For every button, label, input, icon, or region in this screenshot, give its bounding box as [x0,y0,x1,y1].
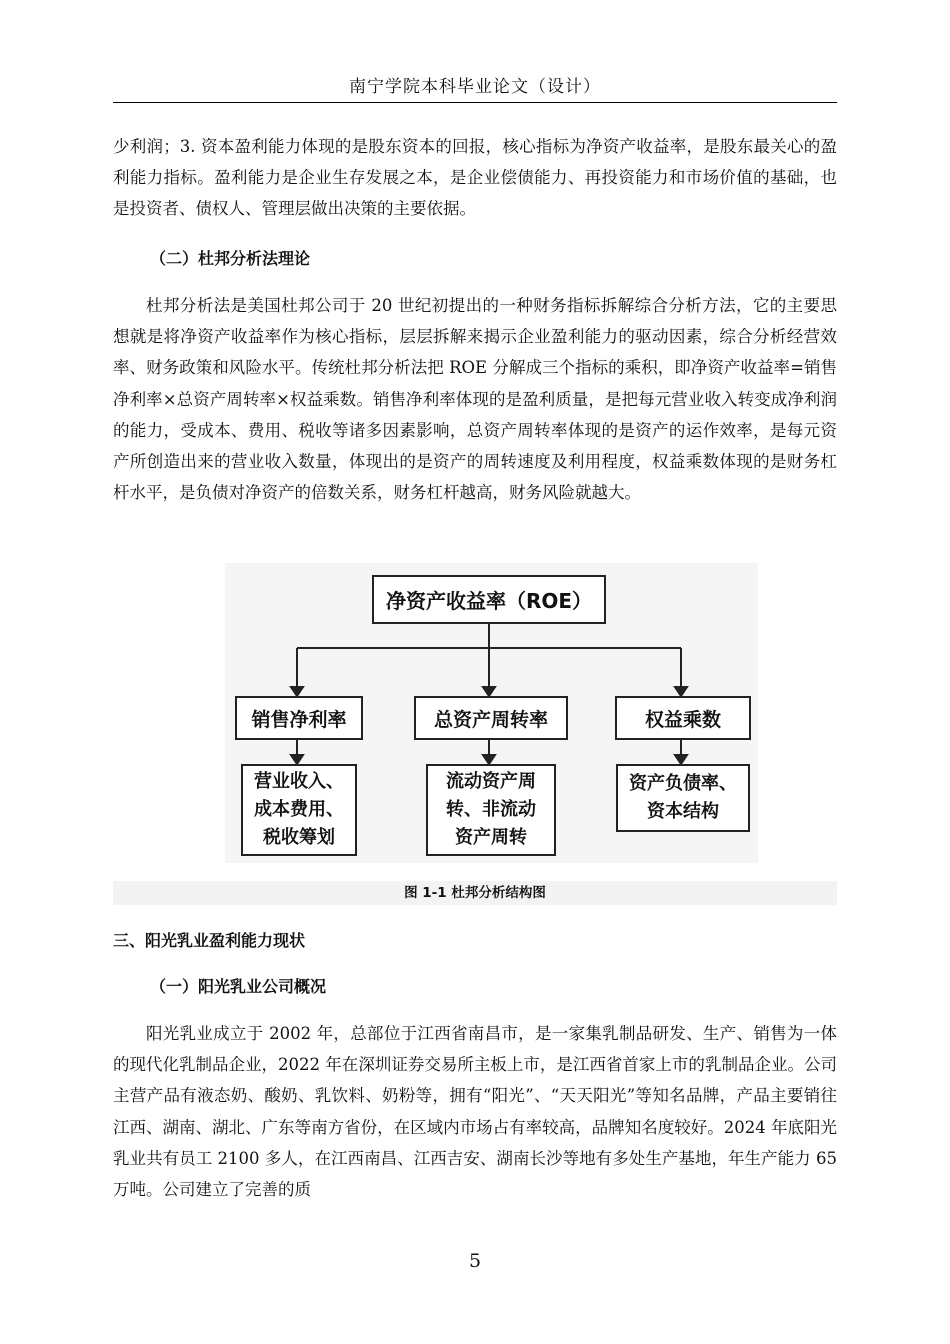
running-header: 南宁学院本科毕业论文（设计） [113,72,837,103]
current-noncurrent-turnover-box: 流动资产周 转、非流动 资产周转 [426,764,556,856]
asset-turnover-box: 总资产周转率 [414,696,568,740]
section-heading-profitability-status: 三、阳光乳业盈利能力现状 [113,931,306,950]
roe-box: 净资产收益率（ROE） [372,575,606,624]
subheading-company-overview: （一）阳光乳业公司概况 [150,977,327,996]
revenue-cost-tax-box: 营业收入、 成本费用、 税收筹划 [241,764,357,856]
equity-multiplier-box: 权益乘数 [615,696,751,740]
dupont-structure-figure [225,563,758,863]
subheading-dupont-theory: （二）杜邦分析法理论 [150,249,311,268]
paragraph-company-overview: 阳光乳业成立于 2002 年，总部位于江西省南昌市，是一家集乳制品研发、生产、销售为一体的现代化乳制品企业，2022 年在深圳证券交易所主板上市，是江西省首家上市的乳制品企业。公司主营产品有液态奶、酸奶、乳饮料、奶粉等，拥有“阳光”、“天天阳光”等知名品牌，产品主要销往江西、湖南、湖北、广东等南方省份，在区域内市场占有率较高，品牌知名度较好。2024 年底阳光乳业共有员工 2100 多人，在江西南昌、江西吉安、湖南长沙等地有多处生产基地，年生产能力 65 万吨。公司建立了完善的质 [113,1024,837,1200]
paragraph-profitability-summary: 少利润；3. 资本盈利能力体现的是股东资本的回报，核心指标为净资产收益率，是股东最关心的盈利能力指标。盈利能力是企业生存发展之本，是企业偿债能力、再投资能力和市场价值的基础，也是投资者、债权人、管理层做出决策的主要依据。 [113,137,837,219]
figure-caption: 图 1-1 杜邦分析结构图 [113,881,837,905]
debt-ratio-capital-structure-box: 资产负债率、 资本结构 [616,764,750,832]
net-profit-margin-box: 销售净利率 [235,696,363,740]
paragraph-dupont-theory: 杜邦分析法是美国杜邦公司于 20 世纪初提出的一种财务指标拆解综合分析方法，它的主要思想就是将净资产收益率作为核心指标，层层拆解来揭示企业盈利能力的驱动因素，综合分析经营效率、财务政策和风险水平。传统杜邦分析法把 ROE 分解成三个指标的乘积，即净资产收益率=销售净利率×总资产周转率×权益乘数。销售净利率体现的是盈利质量，是把每元营业收入转变成净利润的能力，受成本、费用、税收等诸多因素影响，总资产周转率体现的是资产的运作效率，是每元资产所创造出来的营业收入数量，体现出的是资产的周转速度及利用程度，权益乘数体现的是财务杠杆水平，是负债对净资产的倍数关系，财务杠杆越高，财务风险就越大。 [113,296,837,503]
page-number: 5 [468,1250,482,1272]
